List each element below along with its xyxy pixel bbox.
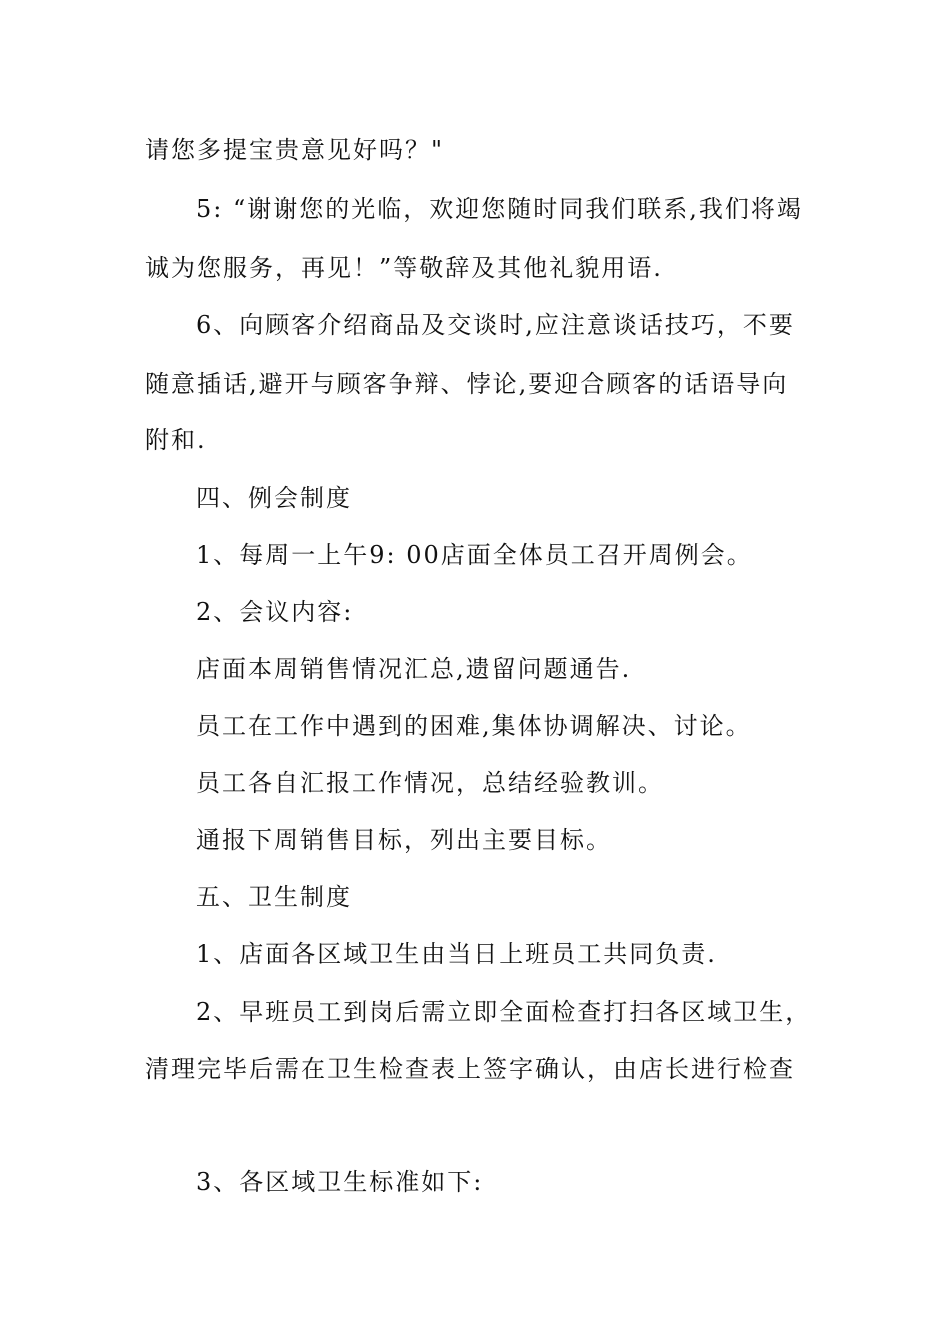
text-line-2: 5: “谢谢您的光临，欢迎您随时同我们联系,我们将竭: [196, 195, 803, 223]
section-heading-hygiene: 五、卫生制度: [196, 883, 352, 911]
text-line-13: 通报下周销售目标，列出主要目标。: [196, 826, 612, 854]
text-line-16: 2、早班员工到岗后需立即全面检查打扫各区域卫生，: [196, 998, 812, 1026]
text-line-10: 店面本周销售情况汇总,遗留问题通告.: [196, 655, 632, 683]
text-line-8: 1、每周一上午9: 00店面全体员工召开周例会。: [196, 541, 753, 569]
text-line-9: 2、会议内容:: [196, 598, 354, 626]
text-line-11: 员工在工作中遇到的困难,集体协调解决、讨论。: [196, 712, 752, 740]
text-line-15: 1、店面各区域卫生由当日上班员工共同负责.: [196, 940, 717, 968]
text-line-4: 6、向顾客介绍商品及交谈时,应注意谈话技巧，不要: [196, 311, 795, 339]
text-line-6: 附和.: [145, 426, 207, 454]
text-line-18: 3、各区域卫生标准如下:: [196, 1168, 484, 1196]
text-line-12: 员工各自汇报工作情况，总结经验教训。: [196, 769, 664, 797]
text-line-5: 随意插话,避开与顾客争辩、悖论,要迎合顾客的话语导向: [145, 370, 789, 398]
text-line-1: 请您多提宝贵意见好吗？": [145, 136, 445, 164]
text-line-3: 诚为您服务，再见！”等敬辞及其他礼貌用语.: [145, 254, 663, 282]
text-line-17: 清理完毕后需在卫生检查表上签字确认，由店长进行检查: [145, 1055, 795, 1083]
section-heading-meetings: 四、例会制度: [196, 484, 352, 512]
